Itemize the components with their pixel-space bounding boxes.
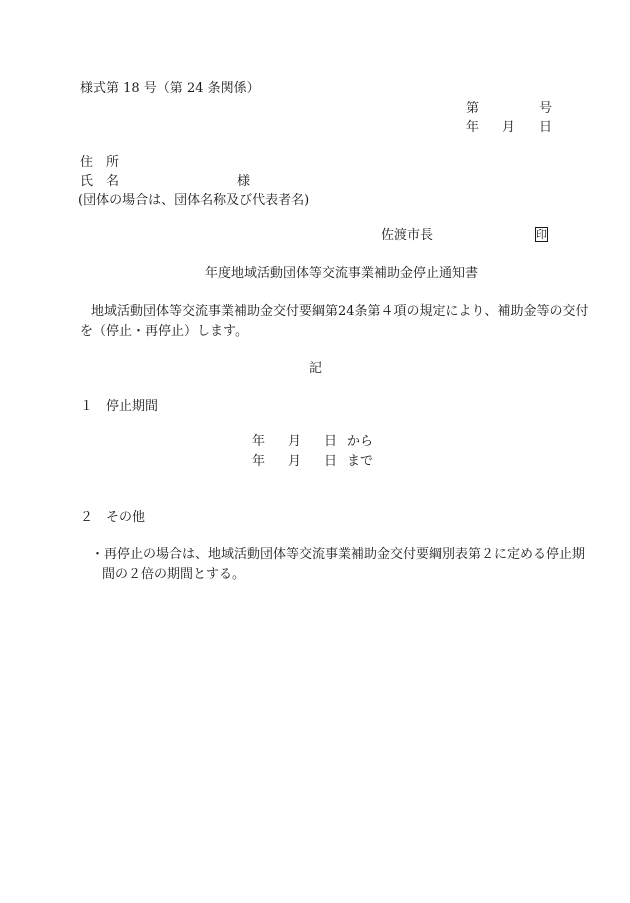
note-line-1: ・再停止の場合は、地域活動団体等交流事業補助金交付要綱別表第２に定める停止期 — [91, 547, 586, 562]
period-from-day: 日 — [324, 434, 338, 449]
honorific: 様 — [237, 174, 251, 189]
body-line-1: 地域活動団体等交流事業補助金交付要綱第24条第４項の規定により、補助金等の交付 — [91, 304, 589, 319]
number-suffix: 号 — [539, 101, 553, 116]
date-day: 日 — [539, 120, 553, 135]
date-year: 年 — [466, 120, 480, 135]
period-from-month: 月 — [288, 434, 302, 449]
ki-label: 記 — [309, 361, 323, 376]
section-1-label: １ 停止期間 — [80, 399, 159, 414]
org-note: (団体の場合は、団体名称及び代表者名) — [78, 193, 310, 208]
section-2-label: ２ その他 — [80, 510, 146, 525]
address-label: 住 所 — [80, 155, 120, 170]
period-from-year: 年 — [252, 434, 266, 449]
period-to-suffix: まで — [347, 454, 374, 469]
period-to-year: 年 — [252, 454, 266, 469]
body-line-2: を（停止・再停止）します。 — [80, 324, 248, 339]
seal-mark: 印 — [536, 228, 547, 241]
form-number: 様式第 18 号（第 24 条関係） — [80, 81, 260, 96]
name-label: 氏 名 — [80, 174, 120, 189]
period-to-month: 月 — [288, 454, 302, 469]
document-title: 年度地域活動団体等交流事業補助金停止通知書 — [205, 266, 479, 281]
number-prefix: 第 — [466, 101, 480, 116]
period-from-suffix: から — [347, 434, 374, 449]
period-to-day: 日 — [324, 454, 338, 469]
date-month: 月 — [502, 120, 516, 135]
note-line-2: 間の２倍の期間とする。 — [102, 567, 246, 582]
sender-title: 佐渡市長 — [381, 228, 434, 243]
